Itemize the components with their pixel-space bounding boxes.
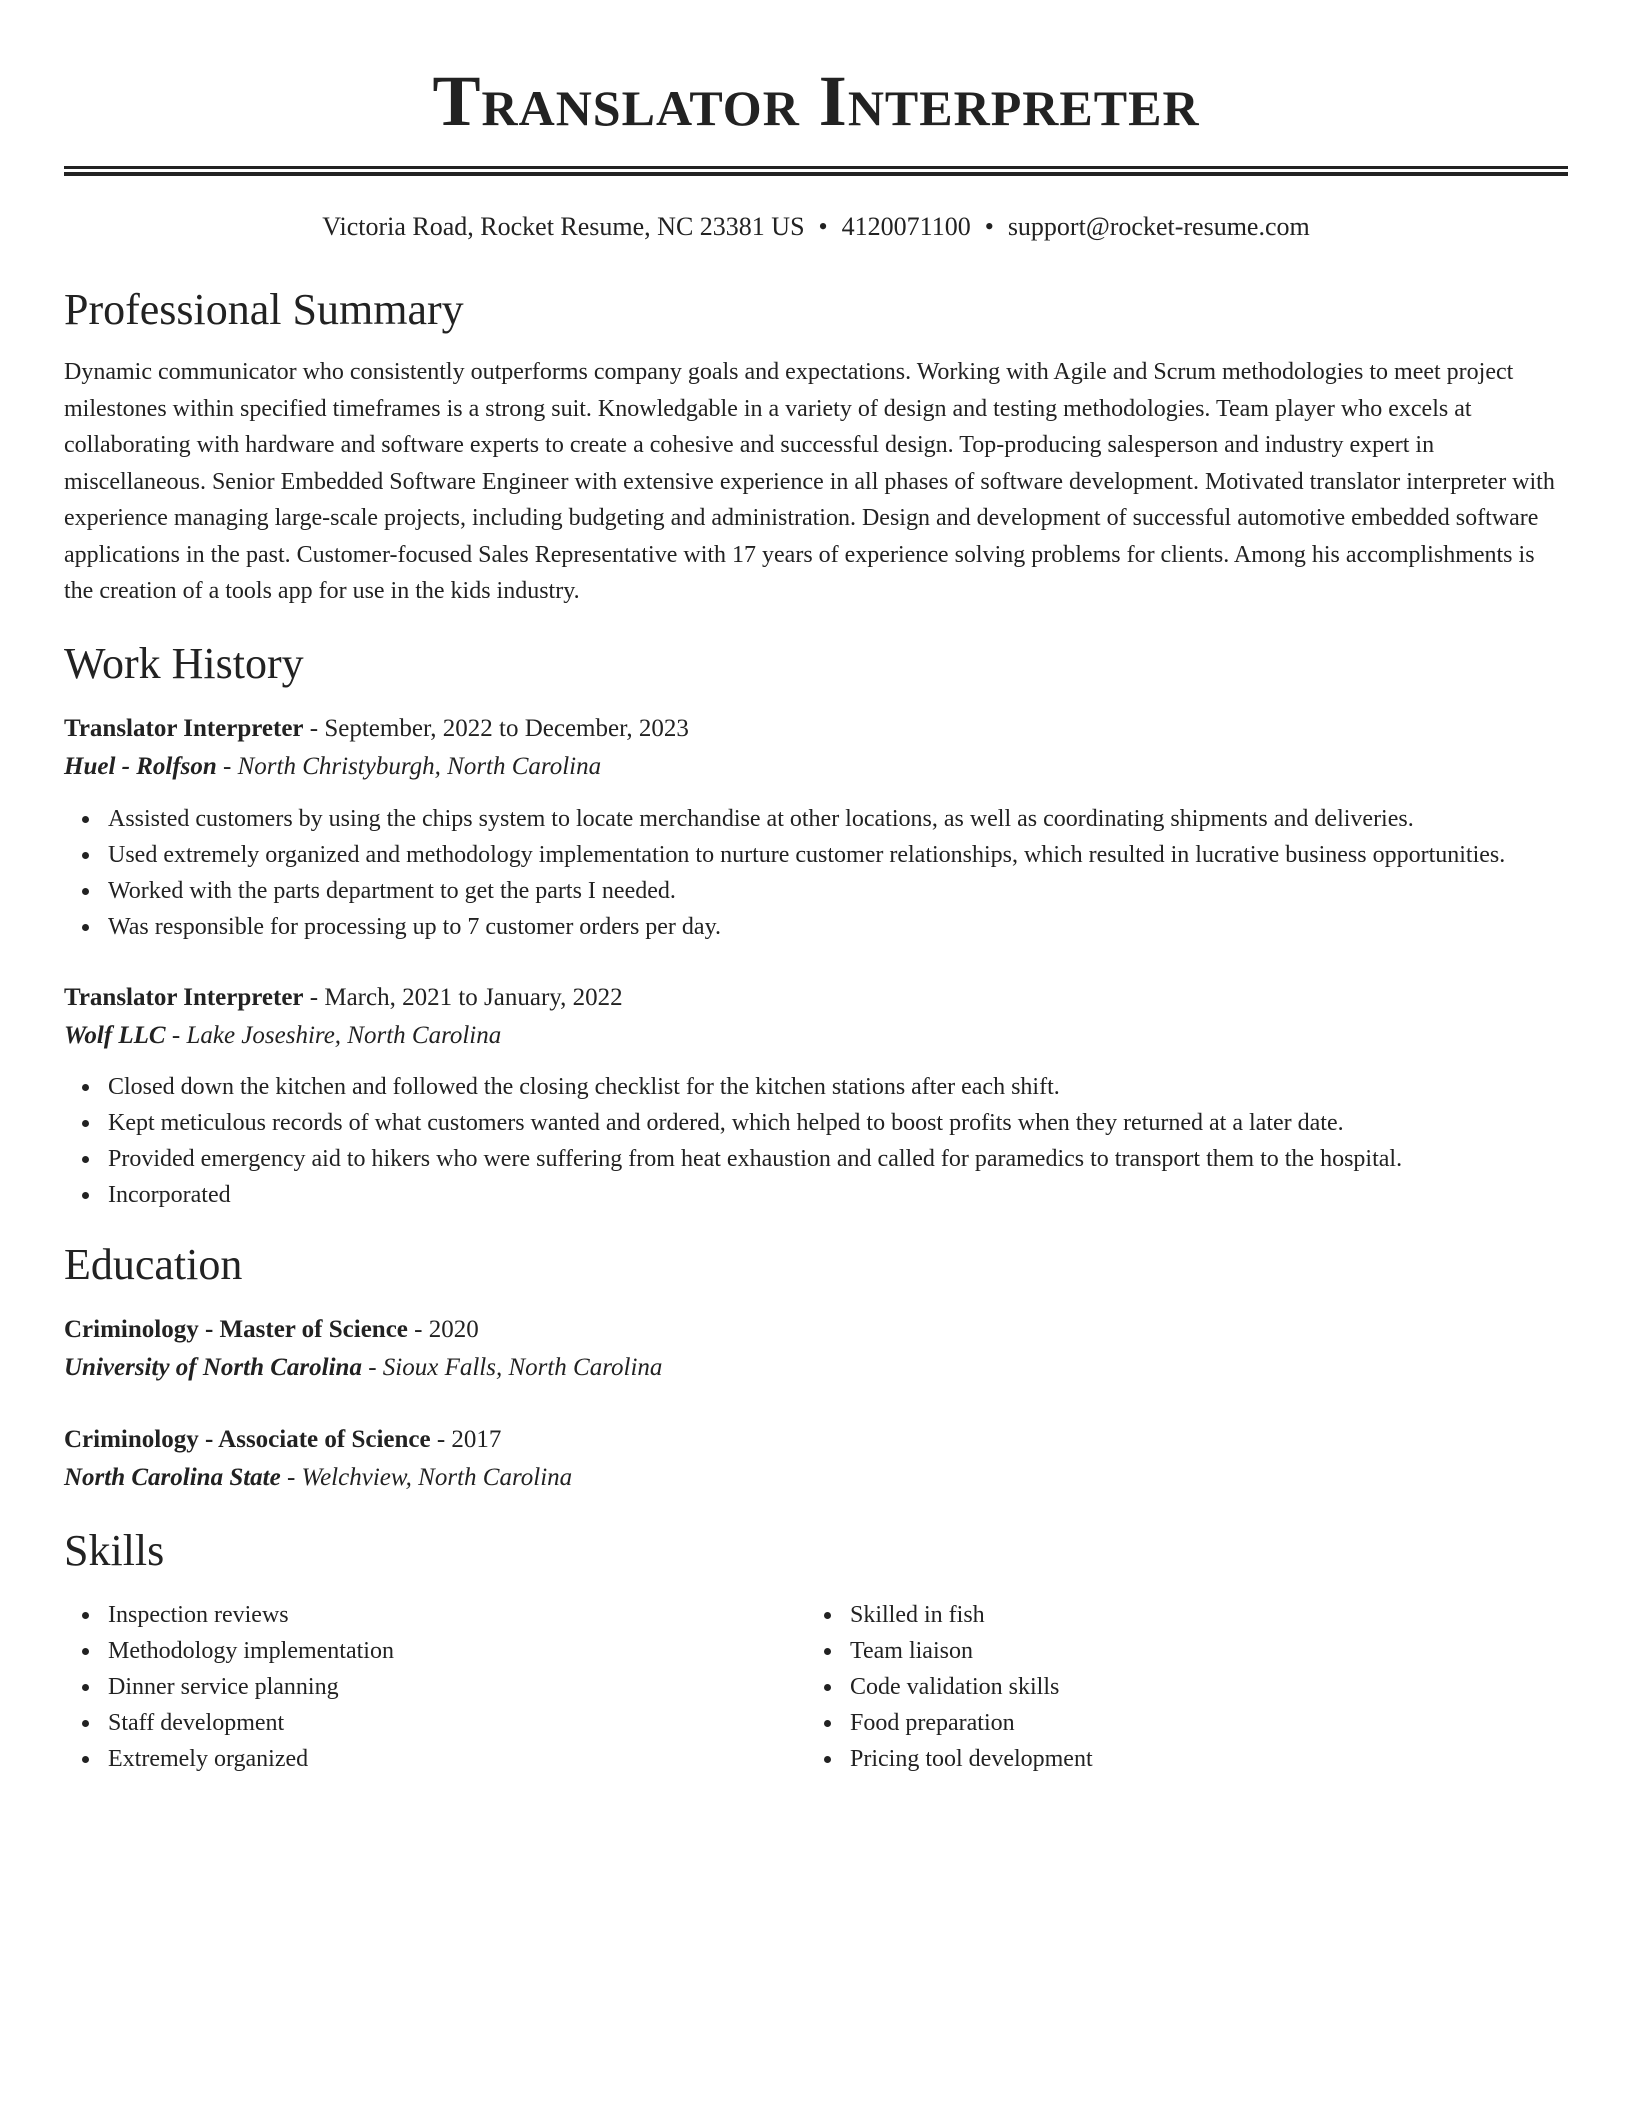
education-section <box>64 1239 1568 1497</box>
job-dates: - March, 2021 to January, 2022 <box>303 983 623 1011</box>
job-dates: - September, 2022 to December, 2023 <box>303 714 689 742</box>
summary-text: Dynamic communicator who consistently outperforms company goals and expectations. Working with Agile and Scrum methodologies to meet project milestones within specified timeframes is a strong suit. Knowledgable in a variety of design and testing methodologies. Team player who excels at collaborating with hardware and software experts to create a cohesive and successful design. Top-producing salesperson and industry expert in miscellaneous. Senior Embedded Software Engineer with extensive experience in all phases of software development. Motivated translator interpreter with experience managing large-scale projects, including budgeting and administration. Design and development of successful automotive embedded software applications in the past. Customer-focused Sales Representative with 17 years of experience solving problems for clients. Among his accomplishments is the creation of a tools app for use in the kids industry. <box>64 359 1555 604</box>
job-duty: Incorporated <box>108 1177 1568 1213</box>
skills-list <box>806 1597 1548 1777</box>
job-duty: Assisted customers by using the chips system to locate merchandise at other locations, as well as coordinating shipments and deliveries. <box>108 801 1568 837</box>
contact-separator: • <box>818 212 828 241</box>
header-divider <box>64 166 1568 176</box>
job-duty: Worked with the parts department to get the parts I needed. <box>108 873 1568 909</box>
skills-list <box>64 1597 806 1777</box>
job-duties-list <box>64 801 1568 945</box>
skill-item: Methodology implementation <box>108 1633 806 1669</box>
skills-columns <box>64 1597 1568 1777</box>
skill-item: Team liaison <box>850 1633 1548 1669</box>
employer-location: - Lake Joseshire, North Carolina <box>165 1021 502 1049</box>
school-location: - Welchview, North Carolina <box>280 1463 573 1491</box>
employer-name: Wolf LLC <box>64 1021 166 1049</box>
degree-line <box>64 1311 1568 1349</box>
skill-item: Inspection reviews <box>108 1597 806 1633</box>
contact-phone: 4120071100 <box>841 212 971 241</box>
job-title-line <box>64 710 1568 748</box>
work-history-section <box>64 638 1568 1213</box>
employer-line <box>64 1017 1568 1055</box>
degree-year: - 2020 <box>407 1315 479 1343</box>
job-title: Translator Interpreter <box>64 983 304 1011</box>
job-entry <box>64 979 1568 1213</box>
skills-section <box>64 1525 1568 1777</box>
skill-item: Skilled in fish <box>850 1597 1548 1633</box>
employer-line <box>64 748 1568 786</box>
degree-name: Criminology - Associate of Science <box>64 1425 431 1453</box>
skill-item: Staff development <box>108 1705 806 1741</box>
job-duty: Kept meticulous records of what customers wanted and ordered, which helped to boost profits when they returned at a later date. <box>108 1105 1568 1141</box>
skills-heading: Skills <box>64 1525 165 1575</box>
skill-item: Pricing tool development <box>850 1741 1548 1777</box>
contact-email: support@rocket-resume.com <box>1007 212 1310 241</box>
education-heading: Education <box>64 1239 243 1289</box>
school-line <box>64 1459 1568 1497</box>
job-title-line <box>64 979 1568 1017</box>
summary-heading: Professional Summary <box>64 285 464 334</box>
job-duty: Was responsible for processing up to 7 customer orders per day. <box>108 909 1568 945</box>
work-history-heading: Work History <box>64 638 304 688</box>
degree-name: Criminology - Master of Science <box>64 1315 408 1343</box>
skills-column-left <box>64 1597 806 1777</box>
job-entry <box>64 710 1568 945</box>
skill-item: Extremely organized <box>108 1741 806 1777</box>
contact-separator: • <box>984 212 994 241</box>
degree-year: - 2017 <box>430 1425 502 1453</box>
school-location: - Sioux Falls, North Carolina <box>361 1353 663 1381</box>
job-title: Translator Interpreter <box>64 714 304 742</box>
skill-item: Code validation skills <box>850 1669 1548 1705</box>
school-name: North Carolina State <box>64 1463 281 1491</box>
education-entry <box>64 1421 1568 1497</box>
job-duty: Closed down the kitchen and followed the closing checklist for the kitchen stations after each shift. <box>108 1069 1568 1105</box>
job-duty: Used extremely organized and methodology implementation to nurture customer relationships, which resulted in lucrative business opportunities. <box>108 837 1568 873</box>
employer-location: - North Christyburgh, North Carolina <box>216 752 602 780</box>
education-entry <box>64 1311 1568 1387</box>
contact-line <box>64 210 1568 244</box>
school-line <box>64 1349 1568 1387</box>
skill-item: Dinner service planning <box>108 1669 806 1705</box>
contact-address: Victoria Road, Rocket Resume, NC 23381 US <box>322 212 805 241</box>
job-duties-list <box>64 1069 1568 1213</box>
candidate-name: Translator Interpreter <box>432 61 1200 141</box>
degree-line <box>64 1421 1568 1459</box>
school-name: University of North Carolina <box>64 1353 362 1381</box>
summary-section <box>64 284 1568 610</box>
employer-name: Huel - Rolfson <box>64 752 217 780</box>
skill-item: Food preparation <box>850 1705 1548 1741</box>
skills-column-right <box>806 1597 1548 1777</box>
job-duty: Provided emergency aid to hikers who were suffering from heat exhaustion and called for paramedics to transport them to the hospital. <box>108 1141 1568 1177</box>
